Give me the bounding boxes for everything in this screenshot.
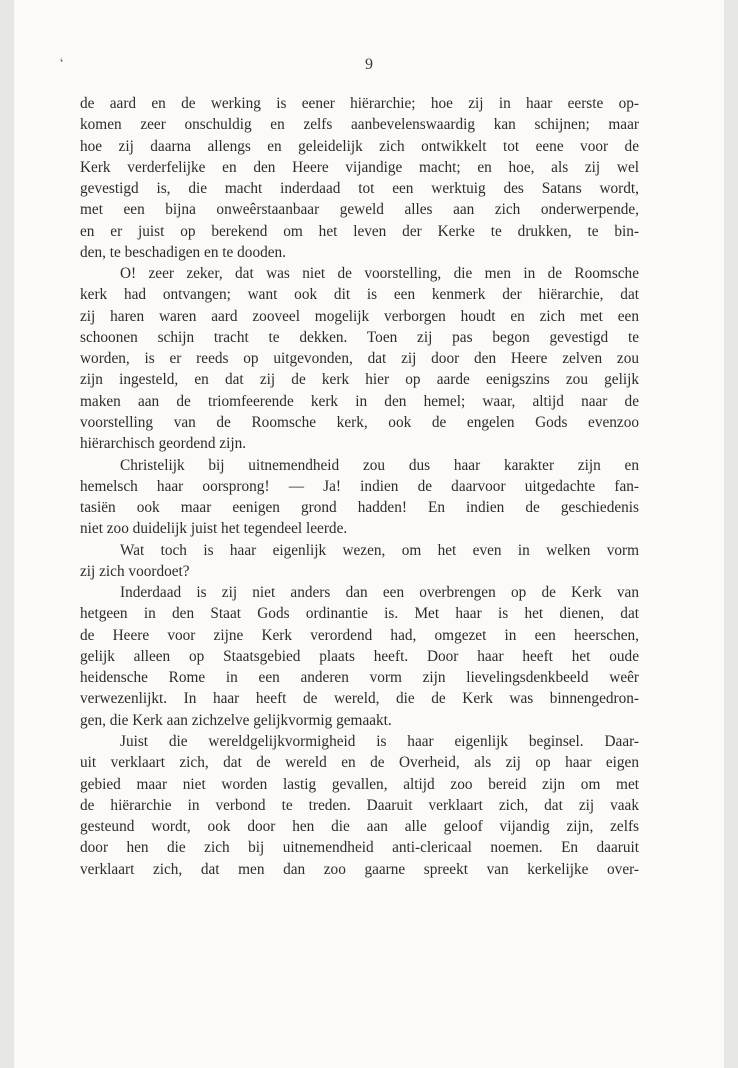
text-line: heidensche Rome in een anderen vorm zijn lievelingsdenkbeeld weêr	[80, 669, 639, 687]
text-line: zijn ingesteld, en dat zij de kerk hier op aarde eenigszins zou gelijk	[80, 371, 639, 389]
text-line: Wat toch is haar eigenlijk wezen, om het even in welken vorm	[120, 541, 639, 559]
text-line: den, te beschadigen en te dooden.	[80, 243, 287, 261]
text-line: gen, die Kerk aan zichzelve gelijkvormig gemaakt.	[80, 711, 392, 729]
text-line: zij haren waren aard zooveel mogelijk verborgen houdt en zich met een	[80, 307, 639, 325]
text-line: hemelsch haar oorsprong! — Ja! indien de daarvoor uitgedachte fan-	[80, 477, 639, 495]
text-line: met een bijna onweêrstaanbaar geweld alles aan zich onderwerpende,	[80, 201, 639, 219]
text-line: gevestigd is, die macht inderdaad tot een werktuig des Satans wordt,	[80, 180, 639, 198]
margin-mark: ‘	[57, 55, 69, 72]
text-line: Juist die wereldgelijkvormigheid is haar eigenlijk beginsel. Daar-	[120, 732, 639, 750]
text-line: uit verklaart zich, dat de wereld en de Overheid, als zij op haar eigen	[80, 754, 639, 772]
text-line: voorstelling van de Roomsche kerk, ook de engelen Gods evenzoo	[80, 413, 639, 431]
text-line: kerk had ontvangen; want ook dit is een kenmerk der hiërarchie, dat	[80, 286, 639, 304]
text-line: zij zich voordoet?	[80, 562, 190, 580]
text-line: verwezenlijkt. In haar heeft de wereld, die de Kerk was binnengedron-	[80, 690, 639, 708]
text-line: gebied maar niet worden lastig gevallen, altijd zoo bereid zijn om met	[80, 775, 639, 793]
text-line: de aard en de werking is eener hiërarchie; hoe zij in haar eerste op-	[80, 95, 639, 112]
text-line: gelijk alleen op Staatsgebied plaats heeft. Door haar heeft het oude	[80, 647, 639, 665]
text-line: gesteund wordt, ook door hen die aan alle geloof vijandig zijn, zelfs	[80, 818, 639, 836]
text-line: O! zeer zeker, dat was niet de voorstelling, die men in de Roomsche	[120, 265, 639, 283]
text-line: hetgeen in den Staat Gods ordinantie is. Met haar is het dienen, dat	[80, 605, 639, 623]
text-line: hiërarchisch geordend zijn.	[80, 435, 247, 453]
text-line: Inderdaad is zij niet anders dan een overbrengen op de Kerk van	[120, 584, 639, 602]
text-line: schoonen schijn tracht te dekken. Toen zij pas begon gevestigd te	[80, 328, 639, 346]
text-line: verklaart zich, dat men dan zoo gaarne spreekt van kerkelijke over-	[80, 860, 639, 878]
text-line: Christelijk bij uitnemendheid zou dus haar karakter zijn en	[120, 456, 639, 474]
text-line: door hen die zich bij uitnemendheid anti-clericaal noemen. En daaruit	[80, 839, 639, 857]
text-line: Kerk verderfelijke en den Heere vijandige macht; en hoe, als zij wel	[80, 158, 639, 176]
page-number: 9	[365, 56, 373, 73]
text-line: de hiërarchie in verbond te treden. Daaruit verklaart zich, dat zij vaak	[80, 796, 639, 814]
text-line: maken aan de triomfeerende kerk in den hemel; waar, altijd naar de	[80, 392, 639, 410]
body-text	[80, 93, 639, 880]
text-line: komen zeer onschuldig en zelfs aanbevelenswaardig kan schijnen; maar	[80, 116, 639, 134]
text-line: niet zoo duidelijk juist het tegendeel leerde.	[80, 520, 348, 538]
text-line: worden, is er reeds op uitgevonden, dat zij door den Heere zelven zou	[80, 350, 639, 368]
text-line: de Heere voor zijne Kerk verordend had, omgezet in een heerschen,	[80, 626, 639, 644]
text-line: en er juist op berekend om het leven der Kerke te drukken, te bin-	[80, 222, 639, 240]
book-page	[14, 0, 724, 1068]
text-line: tasiën ook maar eenigen grond hadden! En indien de geschiedenis	[80, 499, 639, 517]
text-line: hoe zij daarna allengs en geleidelijk zich ontwikkelt tot eene voor de	[80, 137, 639, 155]
